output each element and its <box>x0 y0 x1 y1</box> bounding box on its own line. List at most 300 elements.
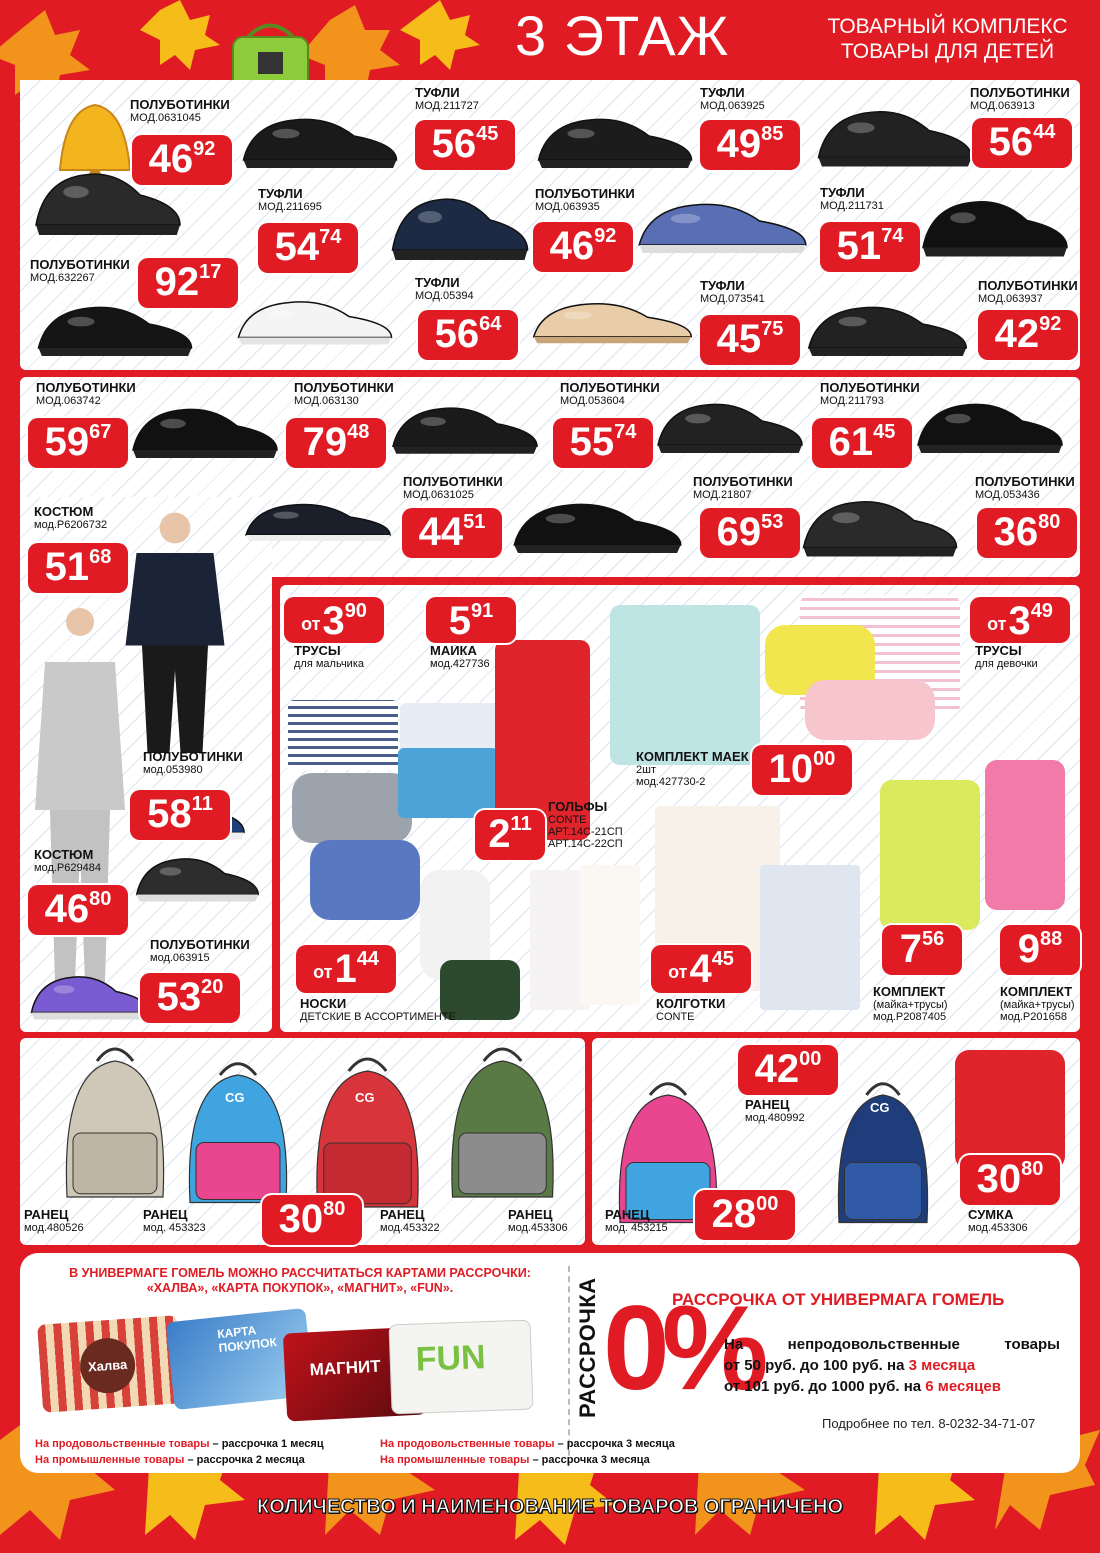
price-kopecks: 44 <box>356 948 379 970</box>
price-rubles: 53 <box>156 975 202 1019</box>
price-rubles: 49 <box>716 122 762 166</box>
knee-socks-pack-image <box>580 865 640 1005</box>
price-kopecks: 74 <box>319 226 342 248</box>
subtitle-line-1: ТОВАРНЫЙ КОМПЛЕКС <box>827 15 1068 38</box>
price-rubles: 3 <box>322 599 345 643</box>
backpack-image <box>440 1045 565 1205</box>
price-rubles: 42 <box>754 1047 800 1091</box>
product-name: ТУФЛИ <box>700 85 745 100</box>
product-name: РАНЕЦ <box>24 1207 69 1222</box>
product-name: ТУФЛИ <box>415 275 460 290</box>
price-rubles: 79 <box>302 420 348 464</box>
price-tag <box>284 597 384 643</box>
shoe-image <box>810 90 980 180</box>
installment-card-fun <box>388 1320 533 1415</box>
price-kopecks: 11 <box>510 813 532 835</box>
product-name: КОМПЛЕКТ <box>1000 984 1073 999</box>
product-label <box>820 381 920 407</box>
price-rubles: 3 <box>1008 599 1031 643</box>
price-kopecks: 92 <box>594 225 617 247</box>
product-model: МОД.21807 <box>693 489 752 502</box>
girl-model-image <box>985 760 1065 910</box>
price-rubles: 30 <box>976 1157 1022 1201</box>
subtitle-line-2: ТОВАРЫ ДЛЯ ДЕТЕЙ <box>840 40 1055 63</box>
price-tag <box>140 973 240 1023</box>
price-kopecks: 80 <box>1021 1158 1044 1180</box>
price-from: от <box>987 614 1007 634</box>
price-kopecks: 80 <box>323 1198 346 1220</box>
backpack-image <box>178 1060 298 1210</box>
product-model: мод.Р2087405 <box>873 1011 947 1024</box>
rule-term: – рассрочка 3 месяца <box>554 1438 675 1450</box>
price-rubles: 51 <box>44 545 90 589</box>
price-kopecks: 75 <box>761 318 784 340</box>
product-name: РАНЕЦ <box>605 1207 650 1222</box>
product-name: КОСТЮМ <box>34 504 94 519</box>
shoe-image <box>25 960 155 1030</box>
price-kopecks: 49 <box>1030 600 1053 622</box>
price-tag <box>700 315 800 365</box>
price-rubles: 46 <box>148 137 194 181</box>
product-name: ПОЛУБОТИНКИ <box>294 380 394 395</box>
product-name: ТРУСЫ <box>294 643 341 658</box>
product-name: ПОЛУБОТИНКИ <box>978 278 1078 293</box>
product-model: МОД.063742 <box>36 395 101 408</box>
price-tag <box>138 258 238 308</box>
price-kopecks: 68 <box>89 546 112 568</box>
boys-briefs-image <box>398 748 498 818</box>
price-rubles: 56 <box>988 120 1034 164</box>
terms-range: от 101 руб. до 1000 руб. на <box>724 1378 926 1395</box>
child-model-image <box>120 508 230 758</box>
price-tag <box>970 597 1070 643</box>
price-kopecks: 80 <box>89 888 112 910</box>
product-label <box>548 800 623 851</box>
price-tag <box>752 745 852 795</box>
shoe-image <box>910 385 1070 465</box>
rule-term: – рассрочка 2 месяца <box>184 1454 305 1466</box>
product-name: ТУФЛИ <box>258 186 303 201</box>
shoe-image <box>385 175 535 275</box>
price-kopecks: 11 <box>191 793 213 815</box>
product-label <box>700 279 765 305</box>
price-rubles: 5 <box>448 599 471 643</box>
price-rubles: 56 <box>434 312 480 356</box>
product-detail: для мальчика <box>294 658 364 671</box>
terms-duration: 6 месяцев <box>925 1378 1001 1395</box>
price-rubles: 92 <box>154 260 200 304</box>
price-rubles: 10 <box>768 747 814 791</box>
floor-subtitle <box>805 14 1090 64</box>
product-model: МОД.053604 <box>560 395 625 408</box>
price-tag <box>130 790 230 840</box>
price-rubles: 1 <box>334 947 357 991</box>
zero-percent-badge: 0% <box>603 1281 761 1415</box>
product-name: КОМПЛЕКТ <box>873 984 946 999</box>
product-label <box>873 985 948 1023</box>
shoe-image <box>235 100 405 180</box>
cards-title <box>40 1266 560 1296</box>
product-detail: CONTE <box>656 1011 695 1024</box>
product-detail: для девочки <box>975 658 1038 671</box>
product-model: МОД.063130 <box>294 395 359 408</box>
price-tag <box>1000 925 1080 975</box>
halva-card-logo: Халва <box>78 1336 137 1395</box>
price-tag <box>262 1195 362 1245</box>
price-tag <box>28 418 128 468</box>
price-tag <box>700 120 800 170</box>
terms-line-1: На непродовольственные товары <box>724 1336 1060 1353</box>
price-rubles: 4 <box>689 947 712 991</box>
product-label <box>636 750 749 788</box>
price-rubles: 9 <box>1017 927 1040 971</box>
product-label <box>970 86 1070 112</box>
product-label <box>380 1208 440 1234</box>
installment-rules-left <box>35 1436 324 1468</box>
price-from: от <box>313 962 333 982</box>
boys-briefs-image <box>292 773 412 843</box>
product-model: мод.053980 <box>143 764 203 777</box>
rule-term: – рассрочка 3 месяца <box>529 1454 650 1466</box>
shoe-image <box>795 480 965 570</box>
price-rubles: 51 <box>836 224 882 268</box>
product-label <box>745 1098 805 1124</box>
product-detail: АРТ.14С-22СП <box>548 838 623 851</box>
product-name: ПОЛУБОТИНКИ <box>970 85 1070 100</box>
price-rubles: 30 <box>278 1197 324 1241</box>
cards-title-line-1: В УНИВЕРМАГЕ ГОМЕЛЬ МОЖНО РАССЧИТАТЬСЯ КАРТАМИ РАССРОЧКИ: <box>69 1266 531 1280</box>
price-kopecks: 44 <box>1033 121 1056 143</box>
product-name: ГОЛЬФЫ <box>548 799 608 814</box>
price-tag <box>258 223 358 273</box>
sock-image <box>310 840 420 920</box>
price-kopecks: 45 <box>476 123 499 145</box>
product-model: МОД.0631045 <box>130 112 201 125</box>
product-label <box>130 98 230 124</box>
product-name: ПОЛУБОТИНКИ <box>403 474 503 489</box>
rule-row <box>380 1452 675 1468</box>
shoe-image <box>385 390 545 465</box>
magnit-card-logo: МАГНИТ <box>309 1356 382 1380</box>
shoe-image <box>800 288 975 368</box>
price-tag <box>418 310 518 360</box>
tights-pack-image <box>760 865 860 1010</box>
product-label <box>150 938 250 964</box>
product-model: мод. 453323 <box>143 1222 206 1235</box>
girl-model-image <box>880 780 980 930</box>
product-label <box>535 187 635 213</box>
price-rubles: 2 <box>488 812 511 856</box>
product-model: МОД.05394 <box>415 290 474 303</box>
installment-card-halva <box>37 1315 183 1413</box>
price-rubles: 7 <box>899 927 922 971</box>
product-model: мод.453322 <box>380 1222 440 1235</box>
product-model: мод.Р6206732 <box>34 519 108 532</box>
product-detail: (майка+трусы) <box>1000 999 1075 1012</box>
product-model: мод.063915 <box>150 952 210 965</box>
girls-briefs-image <box>805 680 935 740</box>
price-kopecks: 00 <box>756 1193 779 1215</box>
product-detail: CONTE <box>548 814 587 827</box>
terms-line-3 <box>724 1376 1060 1397</box>
price-kopecks: 92 <box>1039 313 1062 335</box>
cards-title-line-2: «ХАЛВА», «КАРТА ПОКУПОК», «МАГНИТ», «FUN». <box>146 1281 454 1295</box>
product-name: МАЙКА <box>430 643 477 658</box>
product-name: РАНЕЦ <box>508 1207 553 1222</box>
bag-brand-logo: CG <box>355 1090 375 1105</box>
rule-category: На промышленные товары <box>35 1454 185 1466</box>
price-tag <box>700 508 800 558</box>
price-tag <box>296 945 396 993</box>
price-tag <box>977 508 1077 558</box>
product-model: мод. 453215 <box>605 1222 668 1235</box>
product-label <box>978 279 1078 305</box>
price-tag <box>553 418 653 468</box>
pokupok-card-logo: КАРТА ПОКУПОК <box>216 1323 278 1356</box>
price-rubles: 56 <box>431 122 477 166</box>
terms-range: от 50 руб. до 100 руб. на <box>724 1357 909 1374</box>
rule-category: На продовольственные товары <box>380 1438 555 1450</box>
product-label <box>693 475 793 501</box>
rule-row <box>380 1436 675 1452</box>
product-name: ПОЛУБОТИНКИ <box>535 186 635 201</box>
shoe-image <box>125 390 285 470</box>
product-label <box>430 644 490 670</box>
product-detail: АРТ.14С-21СП <box>548 826 623 839</box>
product-label <box>975 644 1038 670</box>
price-tag <box>28 885 128 935</box>
product-name: КОЛГОТКИ <box>656 996 726 1011</box>
shoe-image <box>505 485 690 565</box>
price-kopecks: 56 <box>922 928 945 950</box>
product-name: ТРУСЫ <box>975 643 1022 658</box>
bag-brand-logo: CG <box>870 1100 890 1115</box>
boys-briefs-image <box>288 700 398 770</box>
price-kopecks: 67 <box>89 421 112 443</box>
product-model: МОД.063913 <box>970 100 1035 113</box>
product-label <box>143 1208 206 1234</box>
product-name: ПОЛУБОТИНКИ <box>150 937 250 952</box>
installment-phone: Подробнее по тел. 8-0232-34-71-07 <box>822 1416 1036 1431</box>
product-label <box>30 258 130 284</box>
rule-row <box>35 1452 324 1468</box>
price-kopecks: 74 <box>881 225 904 247</box>
product-model: МОД.211695 <box>258 201 322 214</box>
product-name: КОСТЮМ <box>34 847 94 862</box>
price-tag <box>415 120 515 170</box>
product-label <box>294 381 394 407</box>
product-label <box>605 1208 668 1234</box>
price-rubles: 42 <box>994 312 1040 356</box>
price-tag <box>475 810 545 860</box>
price-tag <box>972 118 1072 168</box>
price-rubles: 59 <box>44 420 90 464</box>
price-kopecks: 85 <box>761 123 784 145</box>
product-model: мод.Р629484 <box>34 862 101 875</box>
product-label <box>975 475 1075 501</box>
installment-terms <box>724 1334 1060 1397</box>
price-tag <box>533 222 633 272</box>
product-name: РАНЕЦ <box>380 1207 425 1222</box>
product-name: ПОЛУБОТИНКИ <box>560 380 660 395</box>
price-kopecks: 45 <box>711 948 734 970</box>
product-label <box>415 86 479 112</box>
price-kopecks: 17 <box>199 261 222 283</box>
product-name: ПОЛУБОТИНКИ <box>30 257 130 272</box>
shoe-image <box>630 185 815 265</box>
price-tag <box>738 1045 838 1095</box>
shoe-image <box>525 288 700 353</box>
terms-line-2 <box>724 1355 1060 1376</box>
product-label <box>968 1208 1028 1234</box>
price-rubles: 28 <box>711 1192 757 1236</box>
product-name: ПОЛУБОТИНКИ <box>143 749 243 764</box>
product-name: ТУФЛИ <box>820 185 865 200</box>
product-model: МОД.211731 <box>820 200 884 213</box>
product-name: ПОЛУБОТИНКИ <box>693 474 793 489</box>
installment-rules-right <box>380 1436 675 1468</box>
product-name: ПОЛУБОТИНКИ <box>975 474 1075 489</box>
price-rubles: 58 <box>147 792 192 836</box>
product-label <box>700 86 765 112</box>
price-kopecks: 74 <box>614 421 637 443</box>
product-model: мод.427736 <box>430 658 490 671</box>
price-rubles: 69 <box>716 510 762 554</box>
price-from: от <box>668 962 688 982</box>
product-label <box>300 997 456 1023</box>
price-tag <box>28 543 128 593</box>
rule-category: На продовольственные товары <box>35 1438 210 1450</box>
price-kopecks: 53 <box>761 511 784 533</box>
floor-title: 3 ЭТАЖ <box>515 4 730 67</box>
price-kopecks: 00 <box>799 1048 822 1070</box>
product-model: мод.480992 <box>745 1112 805 1125</box>
price-rubles: 46 <box>44 887 90 931</box>
product-model: мод.453306 <box>508 1222 568 1235</box>
installment-vertical-label: РАССРОЧКА <box>575 1277 600 1418</box>
product-label <box>34 505 107 531</box>
product-detail: (майка+трусы) <box>873 999 948 1012</box>
price-tag <box>132 135 232 185</box>
price-kopecks: 88 <box>1040 928 1063 950</box>
product-name: КОМПЛЕКТ МАЕК <box>636 749 749 764</box>
shoe-image <box>915 180 1075 270</box>
product-label <box>36 381 136 407</box>
product-name: ТУФЛИ <box>415 85 460 100</box>
price-rubles: 55 <box>569 420 615 464</box>
product-label <box>143 750 243 776</box>
product-name: СУМКА <box>968 1207 1014 1222</box>
product-model: МОД.063937 <box>978 293 1043 306</box>
price-tag <box>695 1190 795 1240</box>
price-kopecks: 92 <box>193 138 216 160</box>
product-model: МОД.211793 <box>820 395 884 408</box>
price-tag <box>960 1155 1060 1205</box>
product-label <box>508 1208 568 1234</box>
price-rubles: 45 <box>716 317 762 361</box>
shoe-image <box>130 842 265 912</box>
price-rubles: 46 <box>549 224 595 268</box>
product-name: РАНЕЦ <box>143 1207 188 1222</box>
shoe-image <box>238 490 398 550</box>
bag-brand-logo: CG <box>225 1090 245 1105</box>
product-model: мод.453306 <box>968 1222 1028 1235</box>
product-model: МОД.063925 <box>700 100 765 113</box>
product-label <box>1000 985 1075 1023</box>
backpack-image <box>305 1055 430 1215</box>
price-tag <box>286 418 386 468</box>
footer-notice: КОЛИЧЕСТВО И НАИМЕНОВАНИЕ ТОВАРОВ ОГРАНИЧЕНО <box>256 1496 843 1518</box>
rule-term: – рассрочка 1 месяц <box>209 1438 324 1450</box>
price-rubles: 44 <box>418 510 464 554</box>
price-kopecks: 51 <box>463 511 486 533</box>
product-model: МОД.053436 <box>975 489 1040 502</box>
product-label <box>656 997 725 1023</box>
product-label <box>258 187 322 213</box>
product-label <box>560 381 660 407</box>
product-model: МОД.632267 <box>30 272 95 285</box>
price-rubles: 54 <box>274 225 320 269</box>
rule-category: На промышленные товары <box>380 1454 530 1466</box>
price-kopecks: 48 <box>347 421 370 443</box>
product-model: мод.Р201658 <box>1000 1011 1067 1024</box>
product-name: РАНЕЦ <box>745 1097 790 1112</box>
price-tag <box>882 925 962 975</box>
price-kopecks: 00 <box>813 748 836 770</box>
terms-duration: 3 месяца <box>908 1357 976 1374</box>
product-detail: 2шт <box>636 764 656 777</box>
product-label <box>294 644 364 670</box>
product-model: МОД.073541 <box>700 293 765 306</box>
product-label <box>820 186 884 212</box>
rule-row <box>35 1436 324 1452</box>
price-kopecks: 45 <box>873 421 896 443</box>
product-label <box>24 1208 84 1234</box>
product-name: ПОЛУБОТИНКИ <box>130 97 230 112</box>
price-from: от <box>301 614 321 634</box>
price-rubles: 61 <box>828 420 874 464</box>
shoe-image <box>650 385 810 465</box>
product-label <box>403 475 503 501</box>
shoe-image <box>530 100 700 180</box>
product-name: ПОЛУБОТИНКИ <box>820 380 920 395</box>
price-tag <box>820 222 920 272</box>
price-kopecks: 80 <box>1038 511 1061 533</box>
product-name: НОСКИ <box>300 996 347 1011</box>
price-rubles: 36 <box>993 510 1039 554</box>
product-label <box>415 276 474 302</box>
backpack-image <box>55 1045 175 1205</box>
price-kopecks: 91 <box>471 600 494 622</box>
price-tag <box>402 508 502 558</box>
product-name: ТУФЛИ <box>700 278 745 293</box>
price-kopecks: 64 <box>479 313 502 335</box>
price-tag <box>651 945 751 993</box>
installment-heading: РАССРОЧКА ОТ УНИВЕРМАГА ГОМЕЛЬ <box>672 1290 1005 1309</box>
tank-top-set-image <box>610 605 760 765</box>
product-name: ПОЛУБОТИНКИ <box>36 380 136 395</box>
shoe-image <box>230 285 400 355</box>
product-model: МОД.211727 <box>415 100 479 113</box>
fun-card-logo: FUN <box>415 1338 487 1379</box>
price-tag <box>812 418 912 468</box>
product-model: мод.427730-2 <box>636 776 706 789</box>
product-model: МОД.063935 <box>535 201 600 214</box>
product-label <box>34 848 101 874</box>
price-kopecks: 90 <box>344 600 367 622</box>
product-model: мод.480526 <box>24 1222 84 1235</box>
price-tag <box>426 597 516 643</box>
